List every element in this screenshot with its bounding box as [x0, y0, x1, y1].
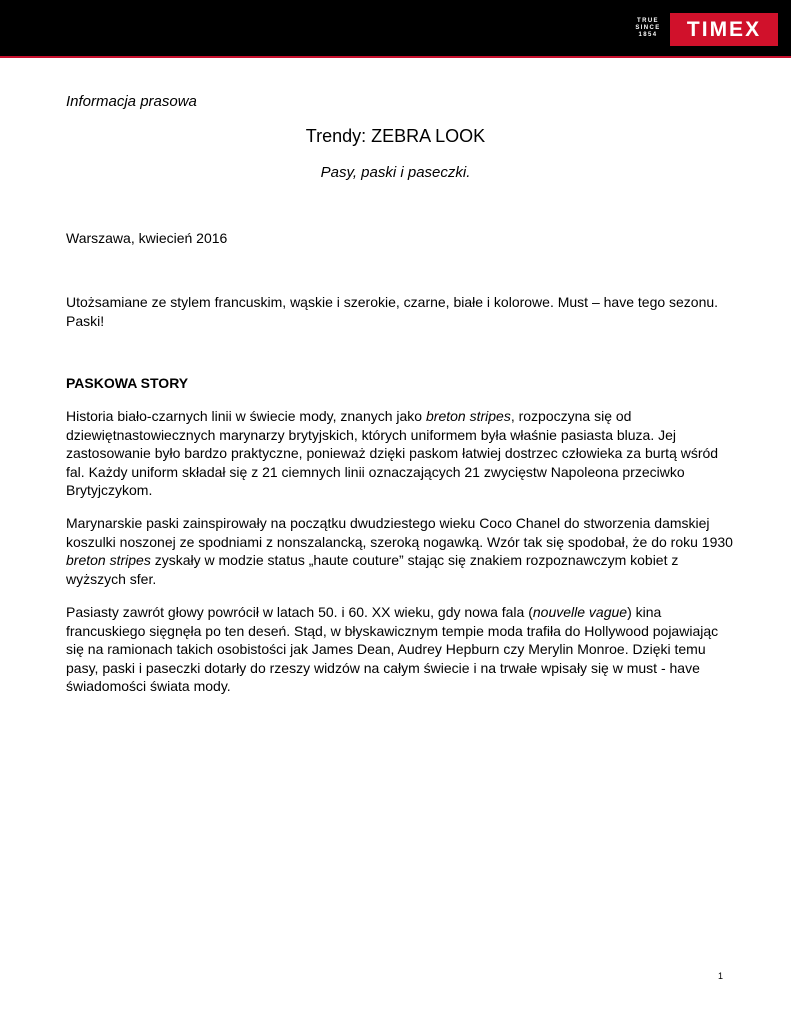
- logo-text: TIMEX: [686, 17, 762, 41]
- brand-tagline: [632, 18, 664, 39]
- document-title: [0, 126, 791, 147]
- paragraph-3: [66, 603, 736, 696]
- document-subtitle: Pasy, paski i paseczki.: [320, 164, 471, 181]
- intro-paragraph: Utożsamiane ze stylem francuskim, wąskie i szerokie, czarne, białe i kolorowe. Must – have tego sezonu. Paski!: [66, 294, 719, 329]
- paragraph-3-italic: nouvelle vague: [532, 604, 628, 620]
- tagline-line-1: TRUE: [637, 18, 659, 24]
- paragraph-1-text-a: Historia biało-czarnych linii w świecie mody, znanych jako: [66, 408, 426, 424]
- tagline-line-2: SINCE: [635, 25, 661, 31]
- header-divider: [0, 56, 791, 58]
- paragraph-1-italic: breton stripes: [426, 408, 511, 424]
- page-number: 1: [718, 971, 724, 981]
- tagline-line-3: 1854: [638, 32, 658, 38]
- document-title-text: Trendy: ZEBRA LOOK: [305, 126, 486, 146]
- press-release-label: Informacja prasowa: [66, 93, 197, 110]
- paragraph-2: [66, 514, 736, 588]
- timex-logo: [670, 13, 778, 46]
- paragraph-2-text-a: Marynarskie paski zainspirowały na początku dwudziestego wieku Coco Chanel do stworzenia damskiej koszulki noszonej ze spodniami z nonszalancką, szeroką nogawką. Wzór tak się spodobał, że do roku 1930: [66, 515, 733, 550]
- paragraph-3-text-a: Pasiasty zawrót głowy powrócił w latach 50. i 60. XX wieku, gdy nowa fala (: [66, 604, 533, 620]
- section-heading: PASKOWA STORY: [66, 375, 189, 391]
- paragraph-1: [66, 407, 736, 500]
- paragraph-2-italic: breton stripes: [66, 552, 151, 568]
- paragraph-3-text-b: ) kina francuskiego sięgnęła po ten deseń. Stąd, w błyskawicznym tempie moda trafiła do Hollywood pojawiając się na ramionach takich osobistości jak James Dean, Audrey Hepburn czy Merylin Monroe. Dzięki temu pasy, paski i paseczki dotarły do rzeszy widzów na całym świecie i na trwałe wpisały się w must - have świadomości świata mody.: [66, 604, 719, 694]
- paragraph-2-text-b: zyskały w modzie status „haute couture” stając się znakiem rozpoznawczym kobiet z wyższych sfer.: [66, 552, 679, 587]
- document-date: Warszawa, kwiecień 2016: [66, 230, 228, 246]
- paragraph-1-text-b: , rozpoczyna się od dziewiętnastowiecznych marynarzy brytyjskich, których uniformem była właśnie pasiasta bluza. Jej zastosowanie było bardzo praktyczne, ponieważ dzięki paskom łatwiej dostrzec człowieka za burtą wśród fal. Każdy uniform składał się z 21 ciemnych linii oznaczających 21 zwycięstw Napoleona przeciwko Brytyjczykom.: [66, 408, 719, 498]
